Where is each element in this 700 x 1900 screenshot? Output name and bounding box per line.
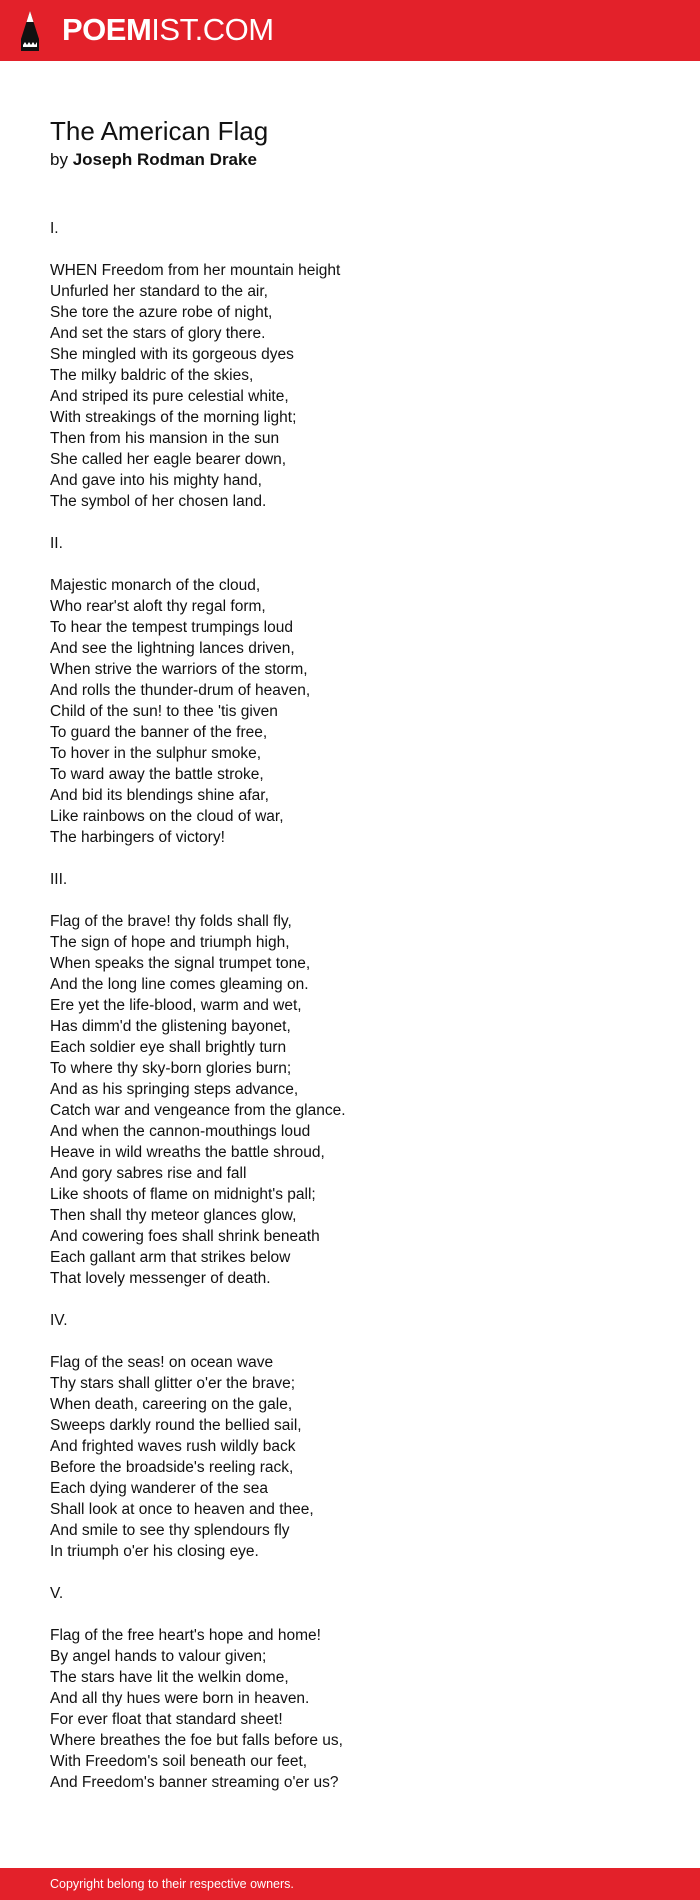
brand-bold-text: POEM xyxy=(62,12,152,47)
poem-line: Like shoots of flame on midnight's pall; xyxy=(50,1186,316,1203)
poem-line: And bid its blendings shine afar, xyxy=(50,787,269,804)
poem-line: She tore the azure robe of night, xyxy=(50,304,273,321)
poem-line: And set the stars of glory there. xyxy=(50,325,266,342)
poem-line: Like rainbows on the cloud of war, xyxy=(50,808,284,825)
stanza-number: IV. xyxy=(50,1312,68,1329)
poem-line: And gave into his mighty hand, xyxy=(50,472,262,489)
stanza xyxy=(50,869,670,1289)
poem-line: Then from his mansion in the sun xyxy=(50,430,280,447)
poem-line: To hover in the sulphur smoke, xyxy=(50,745,262,762)
brand-light-text: IST.COM xyxy=(151,12,274,47)
poem-line: The sign of hope and triumph high, xyxy=(50,934,290,951)
poem-line: Each soldier eye shall brightly turn xyxy=(50,1039,287,1056)
poem-line: Who rear'st aloft thy regal form, xyxy=(50,598,266,615)
poem-line: Ere yet the life-blood, warm and wet, xyxy=(50,997,302,1014)
poem-line: And the long line comes gleaming on. xyxy=(50,976,309,993)
poem-line: Heave in wild wreaths the battle shroud, xyxy=(50,1144,325,1161)
poem-line: To guard the banner of the free, xyxy=(50,724,268,741)
byline xyxy=(50,149,670,171)
poem-line: Has dimm'd the glistening bayonet, xyxy=(50,1018,291,1035)
poem-line: And smile to see thy splendours fly xyxy=(50,1522,290,1539)
stanza-number: V. xyxy=(50,1585,64,1602)
stanza xyxy=(50,1310,670,1562)
poem-line: And Freedom's banner streaming o'er us? xyxy=(50,1774,339,1791)
poem-line: And cowering foes shall shrink beneath xyxy=(50,1228,320,1245)
poem-line: In triumph o'er his closing eye. xyxy=(50,1543,259,1560)
poem-line: Flag of the seas! on ocean wave xyxy=(50,1354,274,1371)
poem-line: She called her eagle bearer down, xyxy=(50,451,287,468)
poem-line: Then shall thy meteor glances glow, xyxy=(50,1207,297,1224)
poem-line: And when the cannon-mouthings loud xyxy=(50,1123,311,1140)
poem-line: Flag of the brave! thy folds shall fly, xyxy=(50,913,292,930)
poem-line: WHEN Freedom from her mountain height xyxy=(50,262,341,279)
poem-line: When death, careering on the gale, xyxy=(50,1396,293,1413)
site-logo-text[interactable] xyxy=(62,13,274,47)
copyright-text: Copyright belong to their respective owners. xyxy=(50,1877,294,1891)
poem-line: The harbingers of victory! xyxy=(50,829,225,846)
poem-line: And frighted waves rush wildly back xyxy=(50,1438,296,1455)
stanza-number: I. xyxy=(50,220,59,237)
poem-line: And striped its pure celestial white, xyxy=(50,388,289,405)
poem-line: Majestic monarch of the cloud, xyxy=(50,577,261,594)
poem-line: Unfurled her standard to the air, xyxy=(50,283,268,300)
poem-line: And gory sabres rise and fall xyxy=(50,1165,247,1182)
poem-line: When speaks the signal trumpet tone, xyxy=(50,955,311,972)
poem-line: To ward away the battle stroke, xyxy=(50,766,264,783)
poem-line: With Freedom's soil beneath our feet, xyxy=(50,1753,308,1770)
stanza xyxy=(50,533,670,848)
poem-line: The stars have lit the welkin dome, xyxy=(50,1669,289,1686)
by-label: by xyxy=(50,150,68,169)
poem-line: And as his springing steps advance, xyxy=(50,1081,299,1098)
poem-line: Where breathes the foe but falls before us, xyxy=(50,1732,343,1749)
poem-line: And rolls the thunder-drum of heaven, xyxy=(50,682,311,699)
author-name[interactable]: Joseph Rodman Drake xyxy=(72,150,257,169)
stanza xyxy=(50,218,670,512)
poem-title: The American Flag xyxy=(50,116,269,146)
poem-line: And see the lightning lances driven, xyxy=(50,640,295,657)
poem-line: With streakings of the morning light; xyxy=(50,409,297,426)
poem-line: Child of the sun! to thee 'tis given xyxy=(50,703,278,720)
stanza-number: II. xyxy=(50,535,63,552)
poem-line: The milky baldric of the skies, xyxy=(50,367,254,384)
poem-line: Each dying wanderer of the sea xyxy=(50,1480,268,1497)
pencil-tip-icon[interactable] xyxy=(17,9,43,53)
poem-line: To where thy sky-born glories burn; xyxy=(50,1060,292,1077)
poem-line: Sweeps darkly round the bellied sail, xyxy=(50,1417,302,1434)
poem-line: When strive the warriors of the storm, xyxy=(50,661,308,678)
poem-line: Shall look at once to heaven and thee, xyxy=(50,1501,314,1518)
site-header xyxy=(0,0,700,61)
poem-line: To hear the tempest trumpings loud xyxy=(50,619,293,636)
poem-line: And all thy hues were born in heaven. xyxy=(50,1690,310,1707)
poem-body xyxy=(50,218,670,1793)
poem-line: She mingled with its gorgeous dyes xyxy=(50,346,294,363)
poem-line: Flag of the free heart's hope and home! xyxy=(50,1627,321,1644)
poem-line: By angel hands to valour given; xyxy=(50,1648,267,1665)
poem-line: For ever float that standard sheet! xyxy=(50,1711,283,1728)
poem-line: That lovely messenger of death. xyxy=(50,1270,271,1287)
poem-heading xyxy=(50,115,670,171)
poem-line: Before the broadside's reeling rack, xyxy=(50,1459,294,1476)
poem-line: Each gallant arm that strikes below xyxy=(50,1249,291,1266)
poem-line: The symbol of her chosen land. xyxy=(50,493,267,510)
stanza xyxy=(50,1583,670,1793)
site-footer xyxy=(0,1868,700,1900)
poem-line: Thy stars shall glitter o'er the brave; xyxy=(50,1375,296,1392)
stanza-number: III. xyxy=(50,871,68,888)
poem-line: Catch war and vengeance from the glance. xyxy=(50,1102,346,1119)
